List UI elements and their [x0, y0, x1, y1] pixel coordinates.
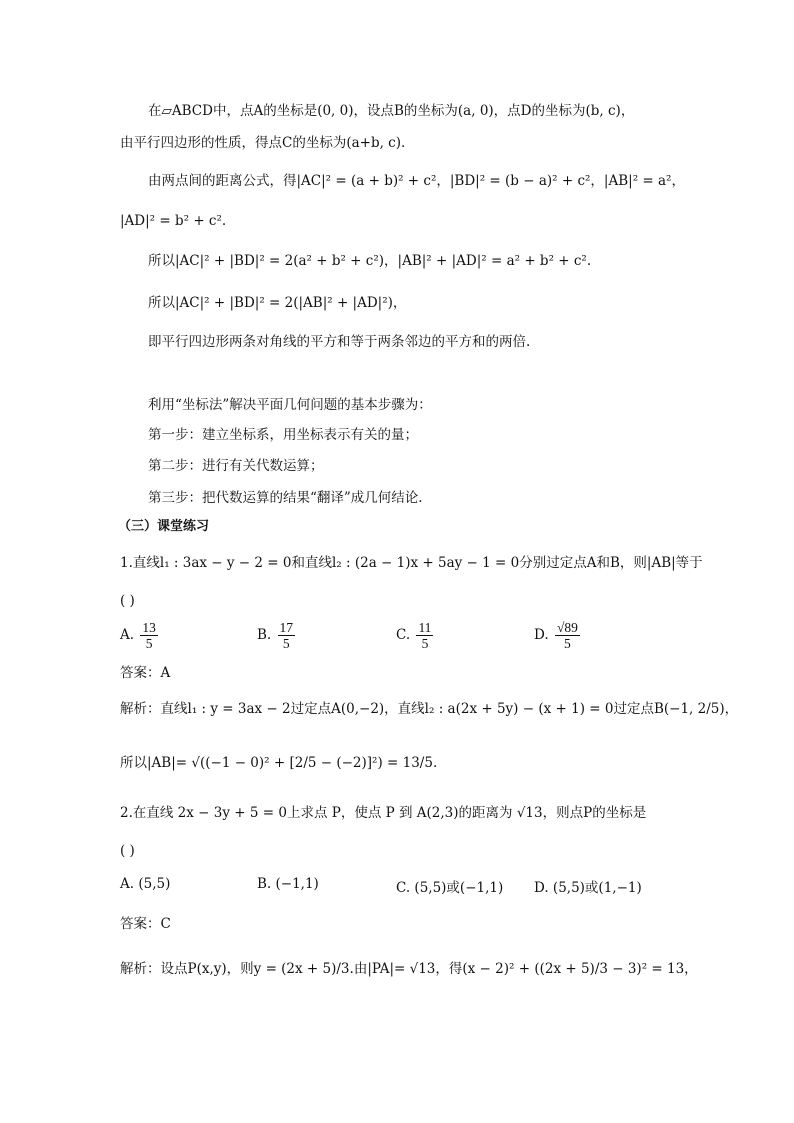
q1-option-d-label: D. [534, 627, 549, 643]
q1-option-b-frac [278, 620, 296, 651]
step-3 [148, 487, 423, 509]
q2-answer [120, 913, 171, 935]
steps-intro-text: 利用“坐标法”解决平面几何问题的基本步骤为： [148, 397, 432, 413]
q1-analysis-line1-text: 解析：直线l₁ : y = 3ax − 2过定点A(0,−2)，直线l₂ : a(2x + 5y) − (x + 1) = 0过定点B(−1, 2/5)， [120, 701, 739, 717]
q2-stem-text: 2.在直线 2x − 3y + 5 = 0上求点 P，使点 P 到 A(2,3)的距离为 √13，则点P的坐标是 [120, 805, 647, 821]
step-1 [148, 424, 418, 446]
q2-option-c-text: C. (5,5)或(−1,1) [396, 880, 504, 896]
q1-paren [120, 590, 135, 612]
q2-option-c [396, 876, 503, 896]
para1-line5-text: 所以|AC|² + |BD|² = 2(a² + b² + c²)，|AB|² + |AD|² = a² + b² + c². [148, 253, 592, 269]
para1-line1-text: 在▱ABCD中，点A的坐标是(0, 0)，设点B的坐标为(a, 0)，点D的坐标为(b, c)， [148, 103, 635, 119]
q2-option-d-text: D. (5,5)或(1,−1) [534, 880, 642, 896]
para1-line7 [148, 331, 530, 353]
para1-line6 [148, 292, 406, 314]
q1-option-a-num: 13 [142, 620, 156, 635]
para1-line6-text: 所以|AC|² + |BD|² = 2(|AB|² + |AD|²)， [148, 295, 407, 311]
q1-option-a [120, 620, 160, 651]
q2-analysis-line1-text: 解析：设点P(x,y)，则y = (2x + 5)/3.由|PA|= √13，得(x − 2)² + ((2x + 5)/3 − 3)² = 13， [120, 961, 698, 977]
q1-analysis-line2-text: 所以|AB|= √((−1 − 0)² + [2/5 − (−2)]²) = 13/5. [120, 755, 438, 771]
q2-option-b-text: B. (−1,1) [257, 876, 319, 892]
q1-answer-text: 答案：A [120, 665, 171, 681]
q1-option-c-den: 5 [421, 636, 429, 651]
q1-option-d-num: √89 [556, 620, 578, 635]
q1-option-b-num: 17 [279, 620, 294, 635]
para1-line1 [148, 100, 634, 122]
q1-option-b-den: 5 [282, 636, 290, 651]
para1-line3 [148, 170, 685, 192]
q1-analysis-line2 [120, 752, 437, 774]
para1-line4-text: |AD|² = b² + c². [120, 213, 227, 229]
q1-stem-text: 1.直线l₁ : 3ax − y − 2 = 0和直线l₂ : (2a − 1)x + 5ay − 1 = 0分别过定点A和B，则|AB|等于 [120, 555, 703, 571]
q2-option-a [120, 876, 170, 892]
para1-line5 [148, 250, 591, 272]
steps-intro [148, 394, 432, 416]
q1-option-b [257, 620, 297, 651]
q2-option-a-text: A. (5,5) [120, 876, 171, 892]
q1-option-d [534, 620, 582, 651]
section-title-text: （三）课堂练习 [118, 519, 210, 534]
q1-option-c-num: 11 [418, 620, 432, 635]
q1-option-d-frac [555, 620, 580, 651]
q1-option-a-den: 5 [145, 636, 153, 651]
q1-stem [120, 552, 703, 574]
q1-option-d-den: 5 [564, 636, 571, 651]
q1-analysis-line1 [120, 698, 738, 720]
q2-option-b [257, 876, 319, 892]
q1-option-b-label: B. [257, 627, 272, 643]
q2-analysis-line1 [120, 958, 698, 980]
q1-option-a-frac [140, 620, 158, 651]
q1-answer [120, 662, 170, 684]
para1-line4 [120, 210, 226, 232]
para1-line2 [120, 132, 405, 154]
q2-option-d [534, 876, 642, 896]
step-3-text: 第三步：把代数运算的结果“翻译”成几何结论. [148, 490, 423, 506]
q2-paren-text: ( ) [120, 843, 135, 859]
step-2-text: 第二步：进行有关代数运算； [148, 458, 324, 474]
q1-option-c [396, 620, 435, 651]
q1-option-c-label: C. [396, 627, 411, 643]
para1-line2-text: 由平行四边形的性质，得点C的坐标为(a+b, c). [120, 135, 406, 151]
q2-paren [120, 840, 135, 862]
section-title [118, 516, 209, 538]
q2-answer-text: 答案：C [120, 916, 171, 932]
q1-option-c-frac [416, 620, 433, 651]
step-1-text: 第一步：建立坐标系，用坐标表示有关的量； [148, 427, 418, 443]
step-2 [148, 455, 324, 477]
q2-stem [120, 802, 646, 824]
para1-line7-text: 即平行四边形两条对角线的平方和等于两条邻边的平方和的两倍. [148, 334, 531, 350]
para1-line3-text: 由两点间的距离公式，得|AC|² = (a + b)² + c²，|BD|² = (b − a)² + c²，|AB|² = a²， [148, 173, 685, 189]
q1-paren-text: ( ) [120, 593, 135, 609]
q1-option-a-label: A. [120, 627, 135, 643]
